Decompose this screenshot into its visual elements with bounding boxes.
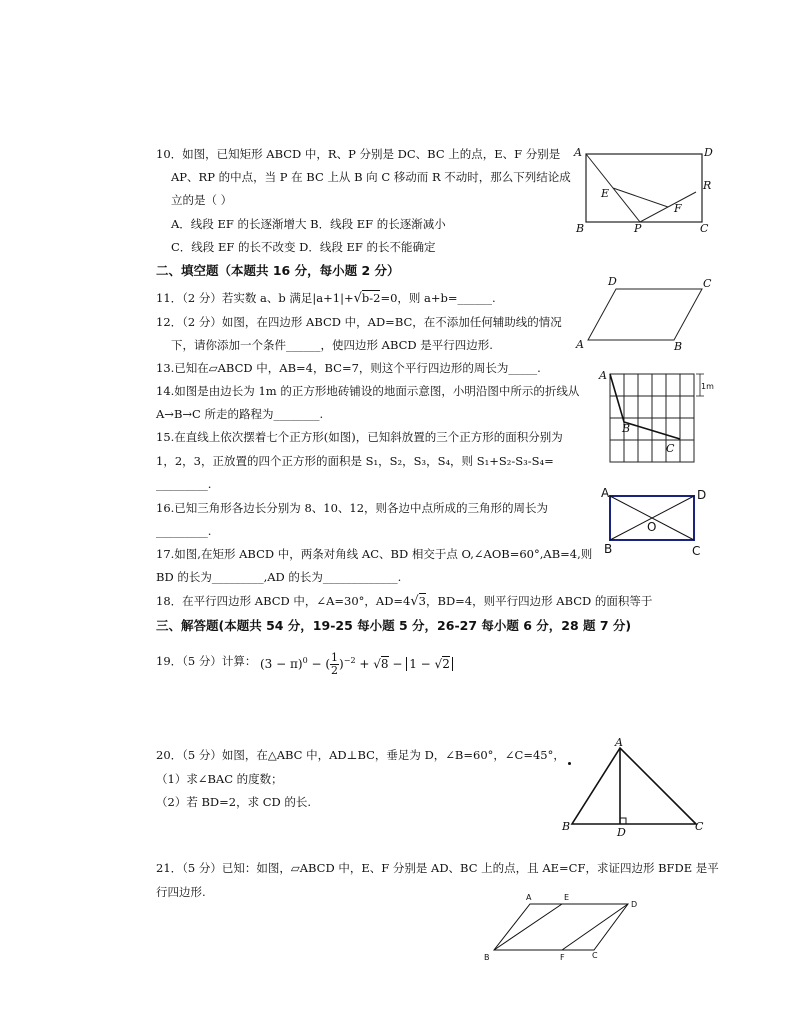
- q17-label-a: A: [601, 486, 610, 500]
- q21-label-c: C: [592, 951, 598, 960]
- q10-line3: 立的是（ ）: [171, 193, 233, 207]
- q15-line2: 1，2，3，正放置的四个正方形的面积是 S₁，S₂，S₃，S₄，则 S₁+S₂-S₃-S₄=: [156, 454, 554, 468]
- q20-label-d: D: [617, 826, 626, 839]
- q17-line1: 17.如图,在矩形 ABCD 中，两条对角线 AC、BD 相交于点 O,∠AOB=60°,AB=4,则: [156, 547, 593, 561]
- q19-numerator: 1: [331, 651, 339, 664]
- q10-label-a: A: [574, 146, 582, 159]
- q21-label-b: B: [484, 953, 490, 962]
- q21-label-d: D: [631, 900, 638, 909]
- q19-rad8: 8: [380, 657, 389, 671]
- q14-unit-label: 1m: [701, 382, 714, 391]
- q15-line3: _________.: [156, 477, 212, 491]
- q14-label-b: B: [622, 422, 631, 435]
- q12-label-c: C: [703, 277, 712, 290]
- q17-rectangle-figure: [596, 484, 716, 560]
- q19-minus: − (: [307, 657, 331, 671]
- q17-label-b: B: [604, 542, 613, 556]
- q20-triangle-figure: [558, 736, 708, 838]
- q19-exp-neg2: −2: [343, 656, 356, 665]
- q10-rectangle-figure: [570, 144, 720, 240]
- q19-denominator: 2: [331, 664, 339, 677]
- q15-line1: 15.在直线上依次摆着七个正方形(如图)，已知斜放置的三个正方形的面积分别为: [156, 430, 563, 444]
- q14-line1: 14.如图是由边长为 1m 的正方形地砖铺设的地面示意图，小明沿图中所示的折线从: [156, 384, 580, 398]
- q21-parallelogram-figure: [478, 890, 648, 966]
- q14-grid-figure: [596, 368, 718, 466]
- q21-label-a: A: [526, 893, 532, 902]
- q10-label-c: C: [700, 222, 709, 235]
- q12-label-d: D: [608, 275, 617, 288]
- q12-label-a: A: [576, 338, 584, 351]
- q19-minus2: −: [388, 657, 407, 671]
- q11-line: [156, 290, 496, 307]
- q20-label-b: B: [562, 820, 571, 833]
- q18-pre: 18．在平行四边形 ABCD 中，∠A=30°，AD=4: [156, 594, 411, 608]
- q19-plus: +: [355, 657, 374, 671]
- q13-line: 13.已知在▱ABCD 中，AB=4，BC=7，则这个平行四边形的周长为_____.: [156, 361, 541, 375]
- q19-expression: [260, 646, 453, 680]
- q10-label-p: P: [634, 222, 642, 235]
- q19-label: 19．（5 分）计算：: [156, 654, 257, 668]
- q19-rad2: 2: [442, 657, 450, 671]
- q17-label-c: C: [692, 544, 701, 558]
- q19-absolute-value: [406, 657, 453, 671]
- sqrt-symbol-icon: √: [410, 594, 419, 609]
- q10-label-f: F: [674, 202, 682, 215]
- q20-label-c: C: [695, 820, 704, 833]
- q14-label-a: A: [599, 369, 607, 382]
- q12-line2: 下，请你添加一个条件______，使四边形 ABCD 是平行四边形.: [171, 338, 493, 352]
- q20-part2: （2）若 BD=2，求 CD 的长.: [156, 795, 312, 809]
- q10-options-cd: C．线段 EF 的长不改变 D．线段 EF 的长不能确定: [171, 240, 436, 254]
- q11-post: =0，则 a+b=______.: [380, 291, 496, 305]
- q17-line2: BD 的长为_________,AD 的长为_____________.: [156, 570, 402, 584]
- q18-line: [156, 593, 652, 610]
- q12-label-b: B: [674, 340, 683, 353]
- section-3-heading: 三、解答题(本题共 54 分，19-25 每小题 5 分，26-27 每小题 6 分，28 题 7 分): [156, 618, 632, 633]
- q21-label-e: E: [564, 893, 570, 902]
- q18-radicand: 3: [418, 594, 426, 608]
- q12-parallelogram-figure: [572, 272, 720, 352]
- q20-part1: （1）求∠BAC 的度数；: [156, 772, 283, 786]
- q16-line2: _________.: [156, 524, 212, 538]
- q12-line1: 12．（2 分）如图，在四边形 ABCD 中，AD=BC，在不添加任何辅助线的情况: [156, 315, 562, 329]
- q10-label-d: D: [704, 146, 713, 159]
- q21-label-f: F: [560, 953, 565, 962]
- sqrt-symbol-icon: √: [373, 657, 381, 671]
- q19-exp0: 0: [302, 656, 308, 665]
- q10-label-r: R: [703, 179, 712, 192]
- q19-abs-inner: 1 −: [409, 657, 435, 671]
- section-2-heading: 二、填空题（本题共 16 分，每小题 2 分）: [156, 263, 400, 278]
- q10-line1: 10．如图，已知矩形 ABCD 中，R、P 分别是 DC、BC 上的点，E、F 分别是: [156, 147, 561, 161]
- q17-label-o: O: [647, 520, 657, 534]
- q10-label-e: E: [601, 187, 610, 200]
- q18-post: ，BD=4，则平行四边形 ABCD 的面积等于: [426, 594, 653, 608]
- q19-close-paren: ): [339, 657, 344, 671]
- q21-line1: 21．（5 分）已知：如图，▱ABCD 中，E、F 分别是 AD、BC 上的点，且 AE=CF，求证四边形 BFDE 是平: [156, 861, 719, 875]
- q11-radicand: b-2: [361, 291, 381, 305]
- q19-term1: (3 − π): [260, 657, 303, 671]
- q14-label-c: C: [666, 442, 675, 455]
- q10-options-ab: A．线段 EF 的长逐渐增大 B．线段 EF 的长逐渐减小: [171, 217, 446, 231]
- sqrt-symbol-icon: √: [434, 657, 443, 671]
- q20-line1: 20．（5 分）如图，在△ABC 中，AD⊥BC，垂足为 D，∠B=60°，∠C=45°，: [156, 748, 565, 762]
- q21-line2: 行四边形.: [156, 885, 206, 899]
- sqrt-symbol-icon: √: [353, 291, 362, 306]
- q11-pre: 11．（2 分）若实数 a、b 满足|a+1|+: [156, 291, 354, 305]
- q10-label-b: B: [576, 222, 585, 235]
- q19-fraction: [330, 652, 339, 677]
- q16-line1: 16.已知三角形各边长分别为 8、10、12，则各边中点所成的三角形的周长为: [156, 501, 549, 515]
- q14-line2: A→B→C 所走的路程为________.: [156, 407, 324, 421]
- q10-line2: AP、RP 的中点，当 P 在 BC 上从 B 向 C 移动而 R 不动时，那么下列结论成: [171, 170, 571, 184]
- q20-label-a: A: [615, 736, 623, 749]
- q17-label-d: D: [697, 488, 707, 502]
